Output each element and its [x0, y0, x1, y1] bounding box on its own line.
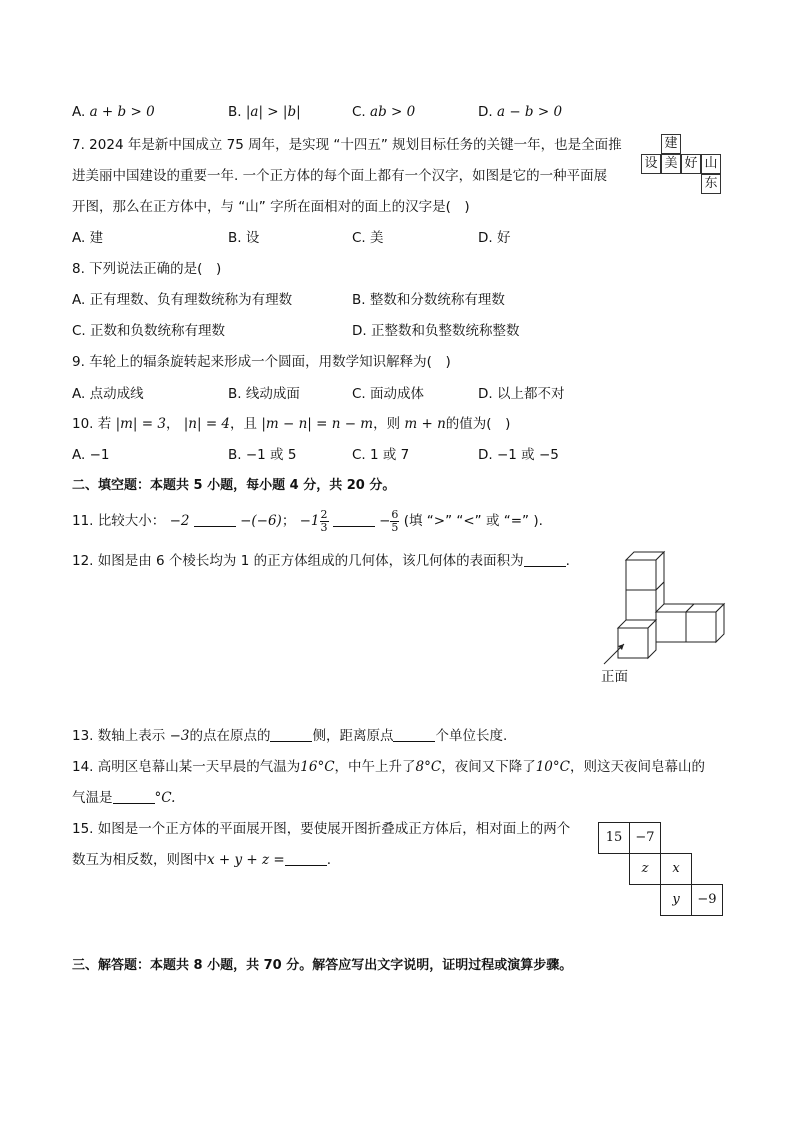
q8-stem: 8. 下列说法正确的是( ) — [72, 261, 222, 277]
q11-fraction-d — [390, 509, 399, 534]
q14-unit: °C. — [154, 790, 176, 806]
q14-text-d: ，则这天夜间皂幕山的 — [569, 759, 705, 775]
cube-face — [626, 560, 656, 590]
net-cell-z: z — [629, 853, 661, 885]
q6-option-c — [352, 102, 415, 122]
q14-text-a: 14. 高明区皂幕山某一天早晨的气温为 — [72, 759, 301, 775]
q11-right-b: −(−6) — [240, 513, 282, 529]
q7-stem-line-3: 开图，那么在正方体中，与 “山” 字所在面相对的面上的汉字是( ) — [72, 199, 470, 215]
net-cell-jian: 建 — [661, 134, 681, 154]
q11-stem — [72, 508, 543, 534]
cube-face — [656, 612, 686, 642]
q7-option-b: B. 设 — [228, 230, 260, 246]
q13-stem — [72, 726, 507, 746]
q14-temp-drop: 10°C — [535, 759, 570, 775]
q10-m-abs: |m| = 3 — [115, 416, 166, 432]
option-letter: B. — [228, 104, 242, 120]
q11-prefix: 11. 比较大小： — [72, 513, 166, 529]
q8-option-a: A. 正有理数、负有理数统称为有理数 — [72, 292, 293, 308]
net-cell-neg7: −7 — [629, 822, 661, 854]
q13-text-b: 的点在原点的 — [189, 728, 271, 744]
q10-mid: ，且 — [230, 416, 258, 432]
q14-text-e: 气温是 — [72, 790, 113, 806]
q9-stem: 9. 车轮上的辐条旋转起来形成一个圆面，用数学知识解释为( ) — [72, 354, 451, 370]
q13-text-d: 个单位长度. — [435, 728, 508, 744]
option-expression: |a| > |b| — [245, 104, 301, 120]
q10-sep: ， — [165, 416, 180, 432]
fraction-numerator: 6 — [391, 507, 399, 521]
q10-tail-2: 的值为( ) — [445, 416, 511, 432]
q11-fraction-c — [320, 509, 329, 534]
net-cell-hao: 好 — [681, 154, 701, 174]
q7-stem-line-2: 进美丽中国建设的重要一年. 一个正方体的每个面上都有一个汉字，如图是它的一种平面展 — [72, 168, 608, 184]
q8-option-d: D. 正整数和负整数统称整数 — [352, 323, 520, 339]
q10-option-c: C. 1 或 7 — [352, 447, 410, 463]
cube-face — [686, 612, 716, 642]
net-cell-dong: 东 — [701, 174, 721, 194]
q14-text-b: ，中午上升了 — [334, 759, 416, 775]
option-expression: a − b > 0 — [496, 104, 563, 120]
q15-cube-net — [598, 822, 722, 916]
net-cell-neg9: −9 — [691, 884, 723, 916]
q15-stem-line-1: 15. 如图是一个正方体的平面展开图，要使展开图折叠成正方体后，相对面上的两个 — [72, 821, 571, 837]
net-cell-y: y — [660, 884, 692, 916]
fraction-denominator: 3 — [320, 520, 328, 534]
q12-front-label: 正面 — [601, 669, 628, 685]
option-letter: D. — [478, 104, 493, 120]
option-expression: ab > 0 — [370, 104, 416, 120]
q11-mixed-whole: −1 — [299, 513, 320, 529]
q13-blank-1[interactable] — [270, 727, 312, 742]
cube-face — [618, 628, 648, 658]
q6-option-d — [478, 102, 562, 122]
section-2-title: 二、填空题：本题共 5 小题，每小题 4 分，共 20 分。 — [72, 478, 396, 493]
q7-cube-net — [641, 134, 721, 196]
q10-n-abs: |n| = 4 — [183, 416, 231, 432]
q10-tail-1: ，则 — [373, 416, 401, 432]
net-cell-mei: 美 — [661, 154, 681, 174]
q11-left-a: −2 — [169, 513, 190, 529]
q6-option-b — [228, 102, 301, 122]
q8-option-c: C. 正数和负数统称有理数 — [72, 323, 226, 339]
net-cell-15: 15 — [598, 822, 630, 854]
q9-option-d: D. 以上都不对 — [478, 386, 565, 402]
q7-option-a: A. 建 — [72, 230, 104, 246]
q10-stem — [72, 414, 510, 434]
q12-end: . — [565, 553, 570, 569]
q13-number: −3 — [169, 728, 190, 744]
q14-temp-rise: 8°C — [415, 759, 442, 775]
q15-stem-line-2 — [72, 850, 331, 870]
q13-text-c: 侧，距离原点 — [312, 728, 394, 744]
q14-stem-line-1 — [72, 757, 705, 777]
q11-blank-2[interactable] — [333, 512, 375, 527]
q10-expression: m + n — [404, 416, 446, 432]
q9-option-c: C. 面动成体 — [352, 386, 425, 402]
q12-blank[interactable] — [524, 552, 566, 567]
q12-stem — [72, 551, 570, 571]
q14-blank[interactable] — [113, 789, 155, 804]
q11-blank-1[interactable] — [194, 512, 236, 527]
q13-blank-2[interactable] — [393, 727, 435, 742]
fraction-numerator: 2 — [320, 507, 328, 521]
q15-blank[interactable] — [285, 851, 327, 866]
q10-option-a: A. −1 — [72, 447, 110, 463]
q15-text: 数互为相反数，则图中 — [72, 852, 207, 868]
section-3-title: 三、解答题：本题共 8 小题，共 70 分。解答应写出文字说明，证明过程或演算步骤。 — [72, 958, 573, 973]
q14-stem-line-2 — [72, 788, 175, 808]
q11-minus-sign: − — [379, 513, 391, 529]
q9-option-a: A. 点动成线 — [72, 386, 144, 402]
option-letter: A. — [72, 104, 86, 120]
q11-hint: (填 “>” “<” 或 “=” ). — [403, 513, 543, 529]
q9-option-b: B. 线动成面 — [228, 386, 300, 402]
q7-stem-line-1: 7. 2024 年是新中国成立 75 周年，是实现 “十四五” 规划目标任务的关键一年，也是全面推 — [72, 137, 622, 153]
net-cell-she: 设 — [641, 154, 661, 174]
q11-separator: ； — [281, 513, 296, 529]
q13-text-a: 13. 数轴上表示 — [72, 728, 166, 744]
q7-option-d: D. 好 — [478, 230, 511, 246]
net-cell-x: x — [660, 853, 692, 885]
q8-option-b: B. 整数和分数统称有理数 — [352, 292, 505, 308]
option-expression: a + b > 0 — [89, 104, 155, 120]
option-letter: C. — [352, 104, 366, 120]
q7-option-c: C. 美 — [352, 230, 384, 246]
fraction-denominator: 5 — [391, 520, 399, 534]
q10-prefix: 10. 若 — [72, 416, 112, 432]
q12-cube-figure — [598, 548, 728, 668]
q15-expression: x + y + z = — [207, 852, 285, 868]
net-cell-shan: 山 — [701, 154, 721, 174]
q10-option-d: D. −1 或 −5 — [478, 447, 559, 463]
q12-text: 12. 如图是由 6 个棱长均为 1 的正方体组成的几何体，该几何体的表面积为 — [72, 553, 524, 569]
q10-condition: |m − n| = n − m — [261, 416, 374, 432]
q10-option-b: B. −1 或 5 — [228, 447, 297, 463]
q14-temp-morning: 16°C — [300, 759, 335, 775]
q14-text-c: ，夜间又下降了 — [441, 759, 536, 775]
q6-option-a — [72, 102, 155, 122]
q15-end: . — [326, 852, 332, 868]
cube-face — [626, 590, 656, 620]
